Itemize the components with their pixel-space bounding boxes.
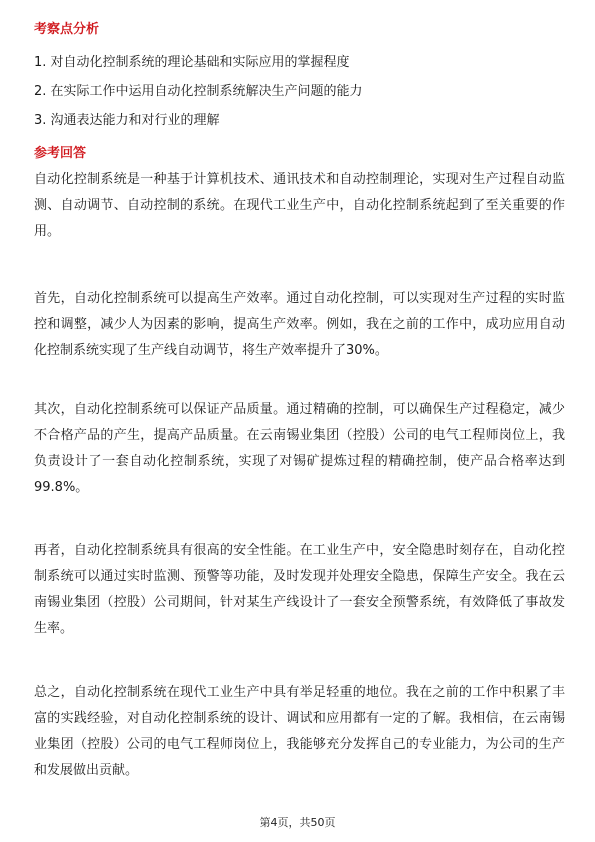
- answer-paragraph-4: 再者，自动化控制系统具有很高的安全性能。在工业生产中，安全隐患时刻存在，自动化控制系统可以通过实时监测、预警等功能，及时发现并处理安全隐患，保障生产安全。我在云南锡业集团（控股）公司期间，针对某生产线设计了一套安全预警系统，有效降低了事故发生率。: [34, 543, 565, 636]
- answer-paragraph-2: 首先，自动化控制系统可以提高生产效率。通过自动化控制，可以实现对生产过程的实时监控和调整，减少人为因素的影响，提高生产效率。例如，我在之前的工作中，成功应用自动化控制系统实现了生产线自动调节，将生产效率提升了30%。: [34, 291, 565, 358]
- answer-paragraph-5: 总之，自动化控制系统在现代工业生产中具有举足轻重的地位。我在之前的工作中积累了丰富的实践经验，对自动化控制系统的设计、调试和应用都有一定的了解。我相信，在云南锡业集团（控股）公司的电气工程师岗位上，我能够充分发挥自己的专业能力，为公司的生产和发展做出贡献。: [34, 685, 565, 778]
- analysis-item-2: 2. 在实际工作中运用自动化控制系统解决生产问题的能力: [34, 84, 363, 99]
- page-number: 第4页，共50页: [259, 816, 336, 829]
- answer-heading: 参考回答: [34, 146, 87, 161]
- answer-paragraph-3: 其次，自动化控制系统可以保证产品质量。通过精确的控制，可以确保生产过程稳定，减少不合格产品的产生，提高产品质量。在云南锡业集团（控股）公司的电气工程师岗位上，我负责设计了一套自动化控制系统，实现了对锡矿提炼过程的精确控制，使产品合格率达到99.8%。: [34, 402, 565, 495]
- analysis-item-3: 3. 沟通表达能力和对行业的理解: [34, 113, 220, 128]
- analysis-heading: 考察点分析: [34, 22, 100, 37]
- analysis-item-1: 1. 对自动化控制系统的理论基础和实际应用的掌握程度: [34, 55, 350, 70]
- answer-paragraph-1: 自动化控制系统是一种基于计算机技术、通讯技术和自动控制理论，实现对生产过程自动监测、自动调节、自动控制的系统。在现代工业生产中，自动化控制系统起到了至关重要的作用。: [34, 172, 565, 239]
